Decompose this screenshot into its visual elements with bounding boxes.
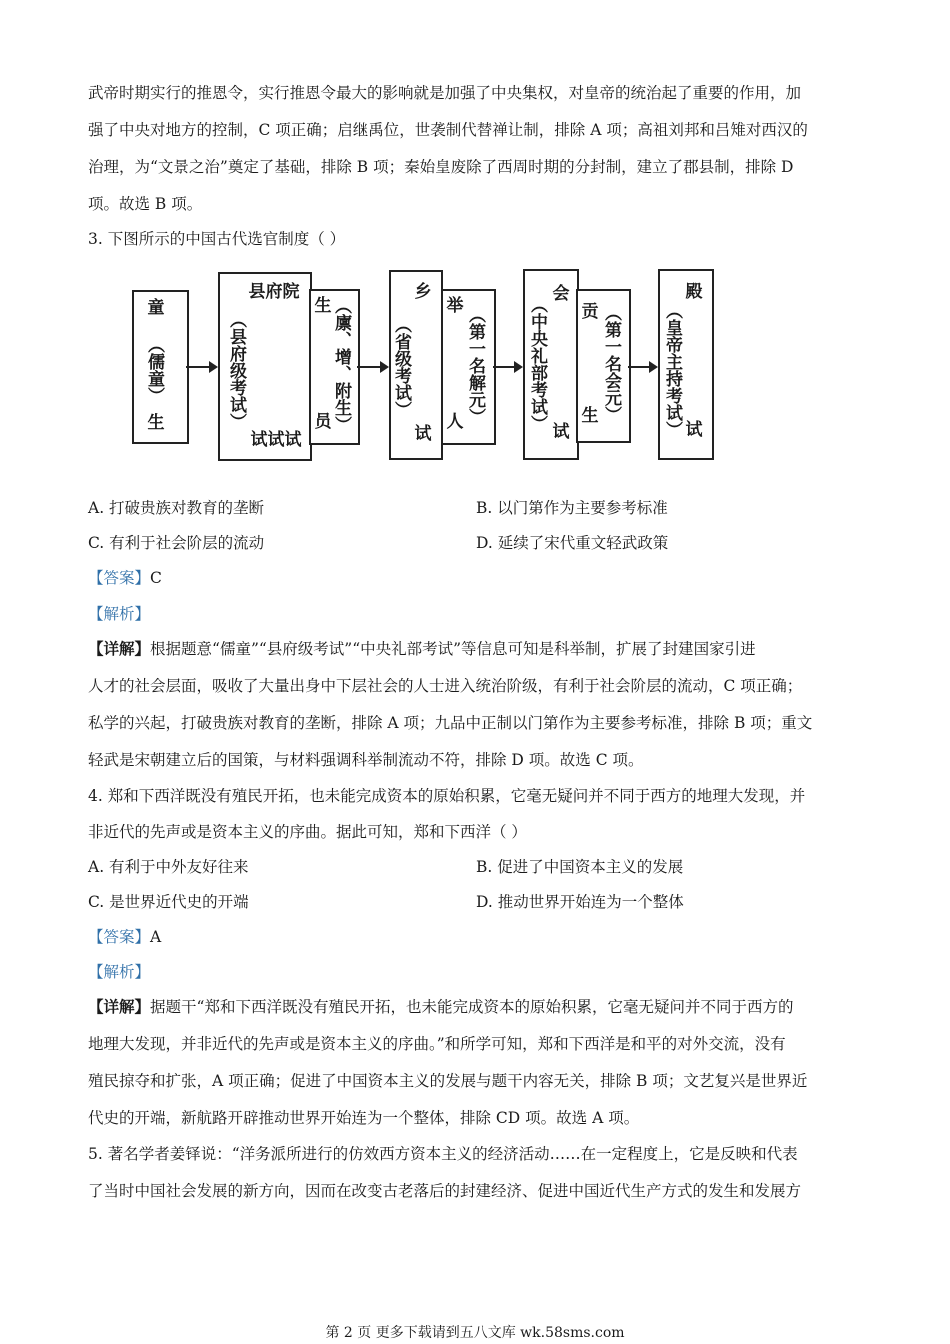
box1-top: 童: [147, 298, 165, 318]
box6-paren: （中央礼部考试）: [527, 296, 547, 432]
box4-bottom: 试: [414, 424, 432, 444]
box2-paren: （县府级考试）: [226, 310, 246, 430]
q4-analysis-label: 【解析】: [88, 963, 151, 981]
box3-paren: （廪、增、附生）: [331, 297, 351, 433]
question-5-stem: 了当时中国社会发展的新方向，因而在改变古老落后的封建经济、促进中国近代生产方式的发生和发展方: [88, 1182, 802, 1200]
detail-label: 【详解】: [88, 639, 151, 658]
box1-bottom: 生: [147, 413, 165, 433]
text-line: 武帝时期实行的推恩令，实行推恩令最大的影响就是加强了中央集权，对皇帝的统治起了重要的作用，加: [88, 84, 802, 102]
q4-detail-line: 地理大发现，并非近代的先声或是资本主义的序曲。”和所学可知，郑和下西洋是和平的对外交流，没有: [88, 1035, 786, 1053]
q3-option-c: C. 有利于社会阶层的流动: [88, 534, 265, 552]
q4-answer: [88, 927, 161, 947]
q3-detail-line: 人才的社会层面，吸收了大量出身中下层社会的人士进入统治阶级，有利于社会阶层的流动，C 项正确；: [88, 677, 803, 695]
question-4-stem: 4. 郑和下西洋既没有殖民开拓，也未能完成资本的原始积累，它毫无疑问并不同于西方的地理大发现，并: [88, 787, 806, 805]
box5-paren: （第一名解元）: [465, 305, 485, 425]
box8-paren: （皇帝主持考试）: [662, 302, 682, 438]
box8-bottom: 试: [685, 420, 703, 440]
detail-text: 根据题意“儒童”“县府级考试”“中央礼部考试”等信息可知是科举制，扩展了封建国家引进: [150, 640, 756, 658]
box6-top: 会: [552, 284, 570, 304]
question-3-stem: 3. 下图所示的中国古代选官制度（ ）: [88, 230, 346, 248]
question-4-stem: 非近代的先声或是资本主义的序曲。据此可知，郑和下西洋（ ）: [88, 823, 527, 841]
q3-analysis-label: 【解析】: [88, 605, 151, 623]
text-line: 强了中央对地方的控制，C 项正确；启继禹位，世袭制代替禅让制，排除 A 项；高祖刘邦和吕雉对西汉的: [88, 121, 808, 139]
text-line: 治理，为“文景之治”奠定了基础，排除 B 项；秦始皇废除了西周时期的分封制，建立了郡县制，排除 D: [88, 158, 794, 176]
q3-option-b: B. 以门第作为主要参考标准: [476, 499, 668, 517]
answer-label: 【答案】: [88, 569, 151, 587]
detail-text: 据题干“郑和下西洋既没有殖民开拓，也未能完成资本的原始积累，它毫无疑问并不同于西方的: [150, 998, 794, 1016]
box5-top: 举: [446, 296, 464, 316]
box4-top: 乡: [414, 282, 432, 302]
q3-option-d: D. 延续了宋代重文轻武政策: [476, 534, 669, 552]
q4-option-b: B. 促进了中国资本主义的发展: [476, 858, 684, 876]
question-5-stem: 5. 著名学者姜铎说：“洋务派所进行的仿效西方资本主义的经济活动……在一定程度上，它是反映和代表: [88, 1145, 798, 1163]
q3-detail-line: 私学的兴起，打破贵族对教育的垄断，排除 A 项；九品中正制以门第作为主要参考标准，排除 B 项；重文: [88, 714, 813, 732]
q3-option-a: A. 打破贵族对教育的垄断: [88, 499, 265, 517]
q3-detail-line: 轻武是宋朝建立后的国策，与材料强调科举制流动不符，排除 D 项。故选 C 项。: [88, 751, 644, 769]
box5-bottom: 人: [446, 412, 464, 432]
box4-paren: （省级考试）: [391, 316, 411, 418]
box1-paren: （儒童）: [144, 336, 164, 404]
box6-bottom: 试: [552, 422, 570, 442]
detail-label: 【详解】: [88, 997, 151, 1016]
arrow-4: [628, 366, 656, 368]
q3-answer: [88, 568, 162, 588]
q4-option-a: A. 有利于中外友好往来: [88, 858, 249, 876]
q4-detail-line: [88, 997, 793, 1017]
answer-label: 【答案】: [88, 928, 151, 946]
q4-detail-line: 代史的开端，新航路开辟推动世界开始连为一个整体，排除 CD 项。故选 A 项。: [88, 1109, 640, 1127]
q4-option-d: D. 推动世界开始连为一个整体: [476, 893, 684, 911]
box3-top: 生: [314, 296, 332, 316]
q4-detail-line: 殖民掠夺和扩张，A 项正确；促进了中国资本主义的发展与题干内容无关，排除 B 项；文艺复兴是世界近: [88, 1072, 808, 1090]
q3-detail-line: [88, 639, 756, 659]
q4-option-c: C. 是世界近代史的开端: [88, 893, 249, 911]
page-footer: 第 2 页 更多下载请到五八文库 wk.58sms.com: [325, 1325, 625, 1341]
box2-title: 县府院: [248, 282, 300, 302]
answer-value: C: [150, 569, 162, 587]
text-line: 项。故选 B 项。: [88, 195, 203, 213]
box2-bottom: 试试试: [250, 430, 302, 450]
arrow-2: [357, 366, 387, 368]
arrow-3: [493, 366, 521, 368]
box7-bottom: 生: [581, 406, 599, 426]
arrow-1: [186, 366, 216, 368]
box7-paren: （第一名会元）: [601, 303, 621, 423]
box8-top: 殿: [685, 282, 703, 302]
box7-top: 贡: [581, 302, 599, 322]
box3-bottom: 员: [314, 412, 332, 432]
answer-value: A: [150, 928, 162, 946]
